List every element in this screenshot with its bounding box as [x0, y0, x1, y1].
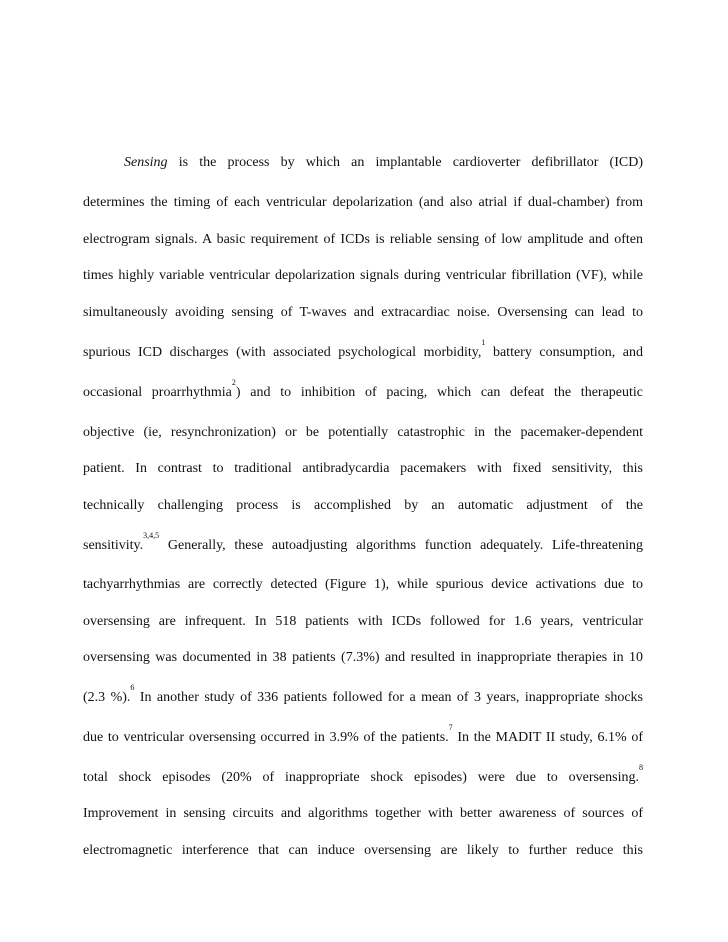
citation-3-4-5: 3,4,5: [143, 531, 160, 540]
citation-8: 8: [639, 763, 643, 772]
body-line-15: [83, 683, 643, 706]
body-line-17: [83, 763, 643, 786]
body-line-8: objective (ie, resynchronization) or be potentially catastrophic in the pacemaker-dependent: [83, 425, 643, 440]
body-line-9: patient. In contrast to traditional antibradycardia pacemakers with fixed sensitivity, this: [83, 461, 643, 476]
body-line-10: technically challenging process is accomplished by an automatic adjustment of the: [83, 498, 643, 513]
body-line-7: [83, 378, 643, 401]
body-line-19: electromagnetic interference that can induce oversensing are likely to further reduce this: [83, 843, 643, 858]
citation-6: 6: [130, 683, 135, 692]
body-line-17-text-a: total shock episodes (20% of inappropriate shock episodes) were due to oversensing.: [83, 770, 639, 785]
body-line-16-text-a: due to ventricular oversensing occurred in 3.9% of the patients.: [83, 730, 449, 745]
body-line-6-text-a: spurious ICD discharges (with associated psychological morbidity,: [83, 345, 482, 360]
body-line-11-text-b: Generally, these autoadjusting algorithms function adequately. Life-threatening: [159, 538, 643, 553]
body-line-4: times highly variable ventricular depolarization signals during ventricular fibrillation (VF), while: [83, 268, 643, 283]
body-line-6-text-b: battery consumption, and: [485, 345, 643, 360]
body-line-16-text-b: In the MADIT II study, 6.1% of: [452, 730, 643, 745]
body-line-3: electrogram signals. A basic requirement of ICDs is reliable sensing of low amplitude and often: [83, 232, 643, 247]
body-line-7-text-b: ) and to inhibition of pacing, which can defeat the therapeutic: [235, 385, 643, 400]
term-sensing: Sensing: [124, 155, 168, 170]
body-line-1-text: is the process by which an implantable cardioverter defibrillator (ICD): [167, 155, 643, 170]
body-line-6: [83, 338, 643, 361]
body-line-18: Improvement in sensing circuits and algorithms together with better awareness of sources of: [83, 806, 643, 821]
body-line-15-text-a: (2.3 %).: [83, 690, 131, 705]
body-line-11-text-a: sensitivity.: [83, 538, 144, 553]
citation-7: 7: [448, 723, 453, 732]
body-line-11: [83, 531, 643, 554]
body-line-1: [124, 155, 643, 171]
body-line-7-text-a: occasional proarrhythmia: [83, 385, 232, 400]
body-line-16: [83, 723, 643, 746]
body-line-2: determines the timing of each ventricular depolarization (and also atrial if dual-chamber) from: [83, 195, 643, 210]
citation-1: 1: [481, 338, 486, 347]
body-line-5: simultaneously avoiding sensing of T-waves and extracardiac noise. Oversensing can lead to: [83, 305, 643, 320]
body-line-12: tachyarrhythmias are correctly detected (Figure 1), while spurious device activations due to: [83, 577, 643, 592]
body-line-14: oversensing was documented in 38 patients (7.3%) and resulted in inappropriate therapies in 10: [83, 650, 643, 665]
citation-2: 2: [231, 378, 236, 387]
body-line-15-text-b: In another study of 336 patients followed for a mean of 3 years, inappropriate shocks: [134, 690, 643, 705]
body-line-13: oversensing are infrequent. In 518 patients with ICDs followed for 1.6 years, ventricular: [83, 614, 643, 629]
